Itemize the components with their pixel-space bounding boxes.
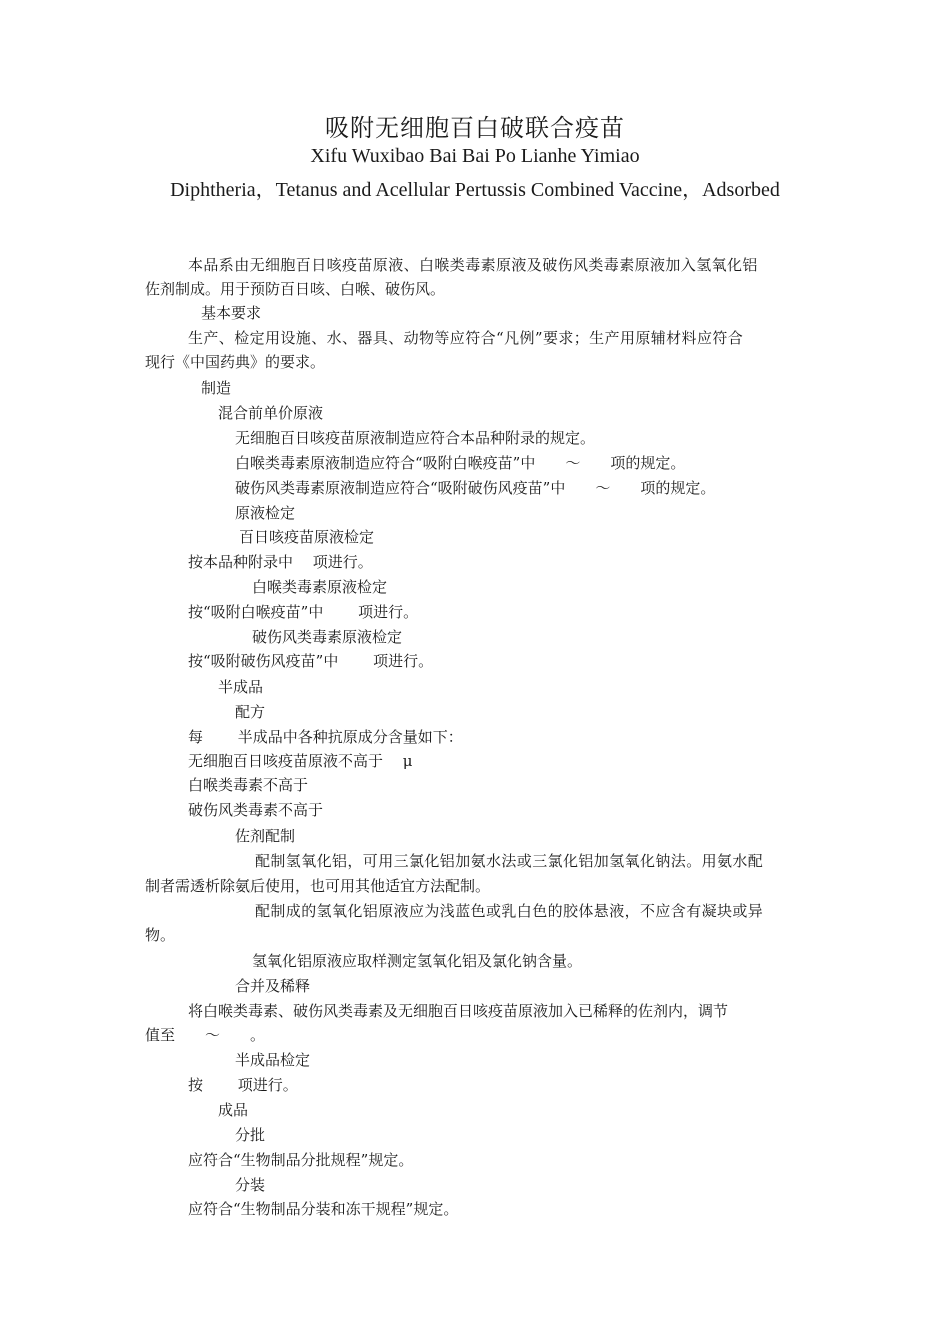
monovalent-line-3: 破伤风类毒素原液制造应符合“吸附破伤风疫苗”中 ～ 项的规定。 (235, 479, 716, 497)
title-pinyin: Xifu Wuxibao Bai Bai Po Lianhe Yimiao (310, 145, 640, 167)
heading-monovalent-bulk: 混合前单价原液 (218, 404, 324, 422)
heading-lot: 分批 (235, 1126, 266, 1144)
monovalent-line-1: 无细胞百日咳疫苗原液制造应符合本品种附录的规定。 (235, 429, 596, 447)
intro-line-1: 本品系由无细胞百日咳疫苗原液、白喉类毒素原液及破伤风类毒素原液加入氢氧化铝 (188, 256, 758, 274)
filling-text: 应符合“生物制品分装和冻干规程”规定。 (188, 1200, 459, 1218)
combine-line-1: 将白喉类毒素、破伤风类毒素及无细胞百日咳疫苗原液加入已稀释的佐剂内，调节 (188, 1002, 729, 1020)
heading-semi-finished-test: 半成品检定 (235, 1051, 311, 1069)
combine-line-2: 值至 ～ 。 (145, 1026, 266, 1044)
heading-pertussis-test: 百日咳疫苗原液检定 (239, 528, 375, 546)
heading-combine-dilute: 合并及稀释 (235, 977, 311, 995)
basic-line-1: 生产、检定用设施、水、器具、动物等应符合“凡例”要求；生产用原辅材料应符合 (188, 329, 744, 347)
heading-tetanus-test: 破伤风类毒素原液检定 (252, 628, 403, 646)
adjuvant-line-1b: 制者需透析除氨后使用，也可用其他适宜方法配制。 (145, 877, 491, 895)
heading-manufacture: 制造 (201, 379, 232, 397)
heading-filling: 分装 (235, 1176, 266, 1194)
basic-line-2: 现行《中国药典》的要求。 (145, 353, 326, 371)
heading-final-product: 成品 (218, 1101, 249, 1119)
heading-formula: 配方 (235, 703, 266, 721)
adjuvant-line-2b: 物。 (145, 926, 176, 944)
adjuvant-line-2a: 配制成的氢氧化铝原液应为浅蓝色或乳白色的胶体悬液，不应含有凝块或异 (255, 902, 764, 920)
tetanus-test-text: 按“吸附破伤风疫苗”中 项进行。 (188, 652, 434, 670)
formula-line-1: 无细胞百日咳疫苗原液不高于 μ (188, 752, 413, 770)
heading-semi-finished: 半成品 (218, 678, 264, 696)
title-chinese: 吸附无细胞百白破联合疫苗 (325, 114, 625, 142)
heading-basic-requirements: 基本要求 (201, 304, 262, 322)
diphtheria-test-text: 按“吸附白喉疫苗”中 项进行。 (188, 603, 419, 621)
pertussis-test-text: 按本品种附录中 项进行。 (188, 553, 373, 571)
formula-line-2: 白喉类毒素不高于 (188, 776, 309, 794)
title-english: Diphtheria，Tetanus and Acellular Pertussis Combined Vaccine，Adsorbed (170, 179, 780, 201)
adjuvant-line-1a: 配制氢氧化铝，可用三氯化铝加氨水法或三氯化铝加氢氧化钠法。用氨水配 (255, 852, 764, 870)
heading-diphtheria-test: 白喉类毒素原液检定 (252, 578, 388, 596)
lot-text: 应符合“生物制品分批规程”规定。 (188, 1151, 414, 1169)
formula-intro: 每 半成品中各种抗原成分含量如下： (188, 728, 463, 746)
monovalent-line-2: 白喉类毒素原液制造应符合“吸附白喉疫苗”中 ～ 项的规定。 (235, 454, 686, 472)
formula-line-3: 破伤风类毒素不高于 (188, 801, 324, 819)
semi-finished-test-text: 按 项进行。 (188, 1076, 298, 1094)
intro-line-2: 佐剂制成。用于预防百日咳、白喉、破伤风。 (145, 280, 446, 298)
adjuvant-line-3: 氢氧化铝原液应取样测定氢氧化铝及氯化钠含量。 (252, 952, 583, 970)
heading-adjuvant: 佐剂配制 (235, 827, 296, 845)
heading-bulk-test: 原液检定 (235, 504, 296, 522)
